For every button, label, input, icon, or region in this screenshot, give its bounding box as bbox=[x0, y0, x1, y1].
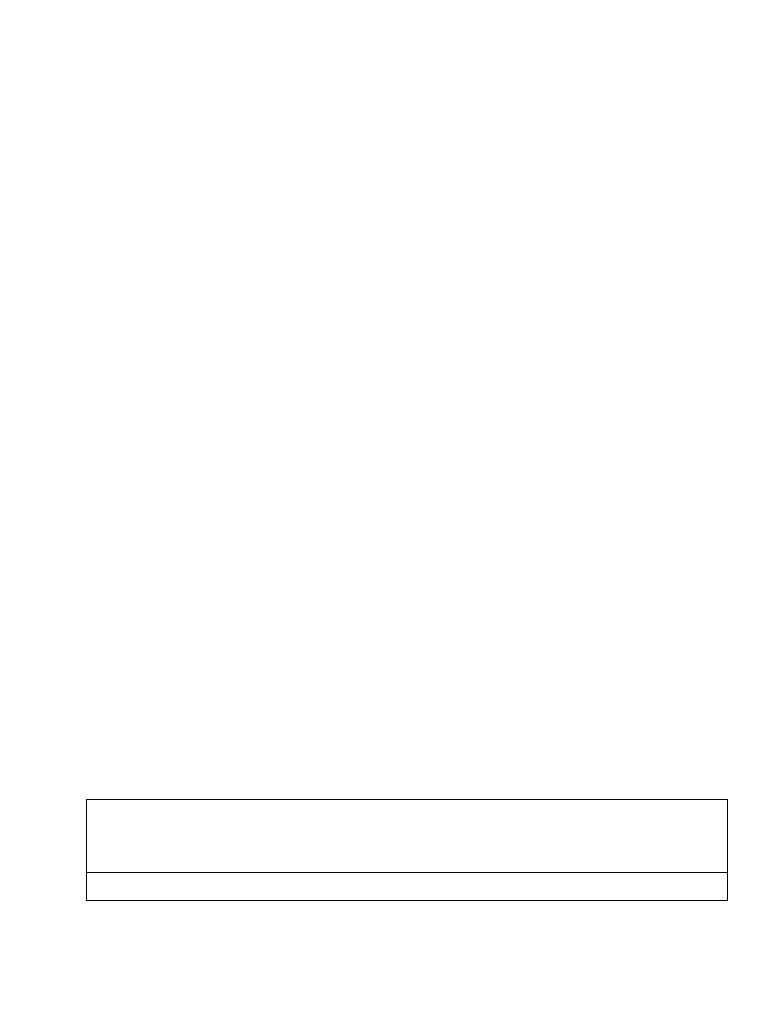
toc-cell-bottom bbox=[87, 873, 727, 884]
toc-cell-top bbox=[87, 800, 727, 873]
toc-table bbox=[86, 799, 728, 901]
